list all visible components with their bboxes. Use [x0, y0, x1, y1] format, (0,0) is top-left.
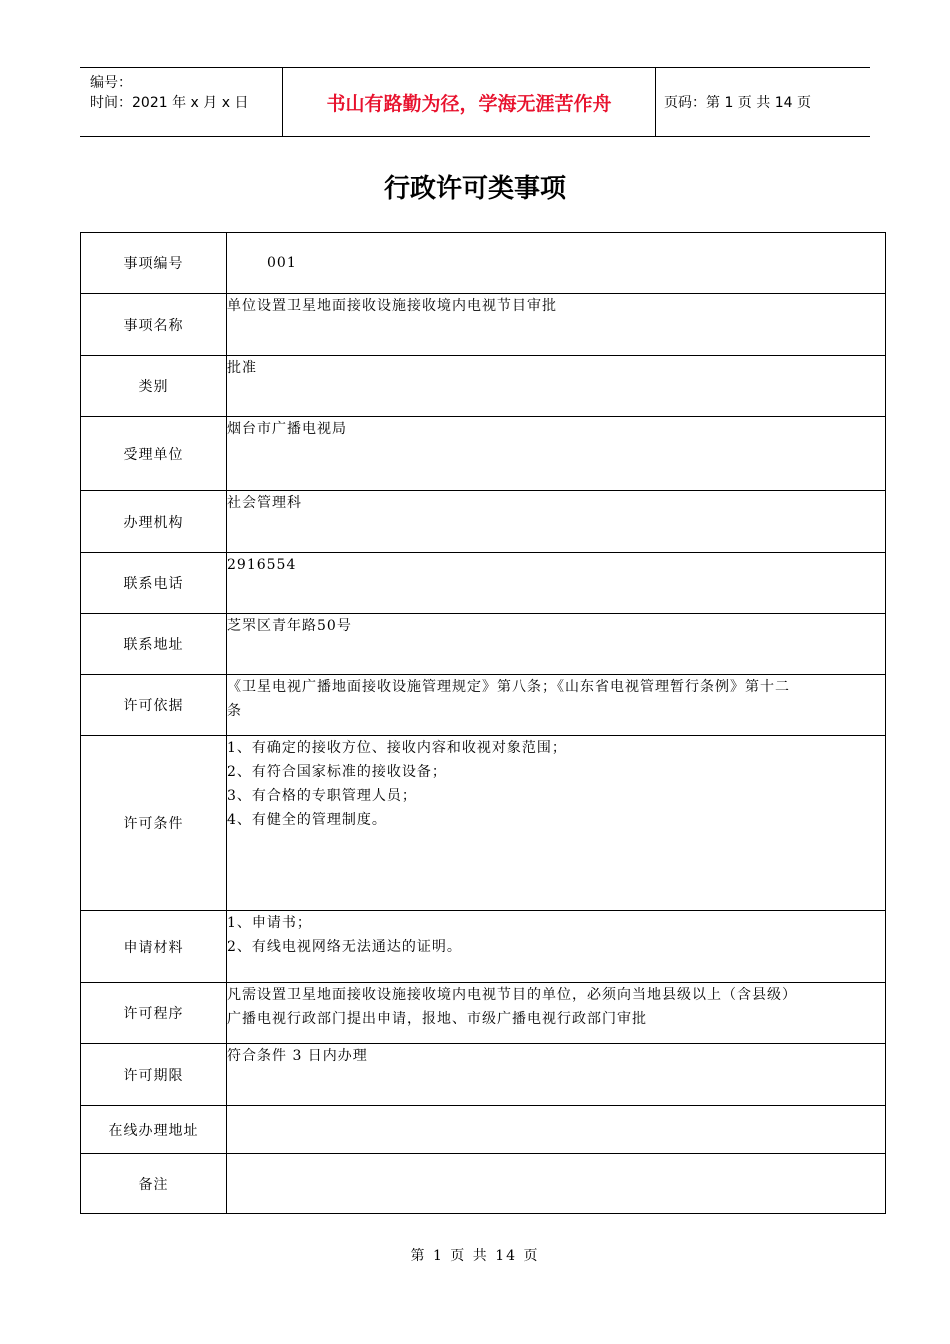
value-line: 批准	[227, 360, 257, 376]
row-value	[227, 294, 886, 356]
value-line: 广播电视行政部门提出申请，报地、市级广播电视行政部门审批	[227, 1011, 647, 1027]
row-value	[227, 911, 886, 983]
value-line: 3、有合格的专职管理人员；	[227, 788, 417, 804]
value-line: 2916554	[227, 557, 297, 573]
row-label: 备注	[81, 1154, 227, 1214]
row-label: 事项编号	[81, 233, 227, 294]
value-line: 凡需设置卫星地面接收设施接收境内电视节目的单位，必须向当地县级以上（含县级）	[227, 987, 797, 1003]
value-line: 2、有线电视网络无法通达的证明。	[227, 939, 462, 955]
row-value	[227, 417, 886, 491]
table-row	[81, 614, 886, 675]
value-line: 烟台市广播电视局	[227, 421, 347, 437]
table-row	[81, 1106, 886, 1154]
row-label: 许可条件	[81, 736, 227, 911]
row-value	[227, 736, 886, 911]
value-line: 001	[267, 255, 297, 271]
row-label: 类别	[81, 356, 227, 417]
value-line: 芝罘区青年路50号	[227, 618, 352, 634]
header-motto: 书山有路勤为径，学海无涯苦作舟	[282, 68, 656, 136]
value-line: 4、有健全的管理制度。	[227, 812, 387, 828]
row-value	[227, 1154, 886, 1214]
row-label: 事项名称	[81, 294, 227, 356]
table-row	[81, 356, 886, 417]
page-indicator: 页码：第 1 页 共 14 页	[664, 95, 811, 111]
value-line: 条	[227, 703, 242, 719]
table-row	[81, 675, 886, 736]
row-label: 申请材料	[81, 911, 227, 983]
table-row	[81, 983, 886, 1044]
row-value	[227, 1106, 886, 1154]
value-line: 社会管理科	[227, 495, 302, 511]
row-label: 许可依据	[81, 675, 227, 736]
table-row	[81, 553, 886, 614]
row-value	[227, 233, 886, 294]
row-value	[227, 983, 886, 1044]
table-row	[81, 233, 886, 294]
row-value	[227, 356, 886, 417]
time-label: 时间：2021 年 x 月 x 日	[90, 95, 249, 111]
row-value	[227, 491, 886, 553]
item-table	[80, 232, 886, 1214]
table-row	[81, 417, 886, 491]
page-footer: 第 1 页 共 14 页	[410, 1248, 540, 1264]
table-row	[81, 1154, 886, 1214]
row-label: 办理机构	[81, 491, 227, 553]
row-value	[227, 614, 886, 675]
row-label: 许可期限	[81, 1044, 227, 1106]
row-label: 联系地址	[81, 614, 227, 675]
value-line: 2、有符合国家标准的接收设备；	[227, 764, 447, 780]
table-row	[81, 911, 886, 983]
value-line: 单位设置卫星地面接收设施接收境内电视节目审批	[227, 298, 557, 314]
value-line: 1、申请书；	[227, 915, 312, 931]
value-line: 符合条件 3 日内办理	[227, 1048, 368, 1064]
row-value	[227, 553, 886, 614]
page-header	[80, 67, 870, 137]
row-value	[227, 675, 886, 736]
table-row	[81, 491, 886, 553]
table-row	[81, 294, 886, 356]
row-value	[227, 1044, 886, 1106]
number-label: 编号：	[90, 75, 132, 91]
document-title: 行政许可类事项	[383, 174, 566, 204]
value-line: 1、有确定的接收方位、接收内容和收视对象范围；	[227, 740, 567, 756]
table-row	[81, 736, 886, 911]
row-label: 受理单位	[81, 417, 227, 491]
header-meta	[80, 68, 282, 136]
row-label: 联系电话	[81, 553, 227, 614]
row-label: 许可程序	[81, 983, 227, 1044]
table-row	[81, 1044, 886, 1106]
value-line: 《卫星电视广播地面接收设施管理规定》第八条；《山东省电视管理暂行条例》第十二	[227, 679, 790, 695]
row-label: 在线办理地址	[81, 1106, 227, 1154]
